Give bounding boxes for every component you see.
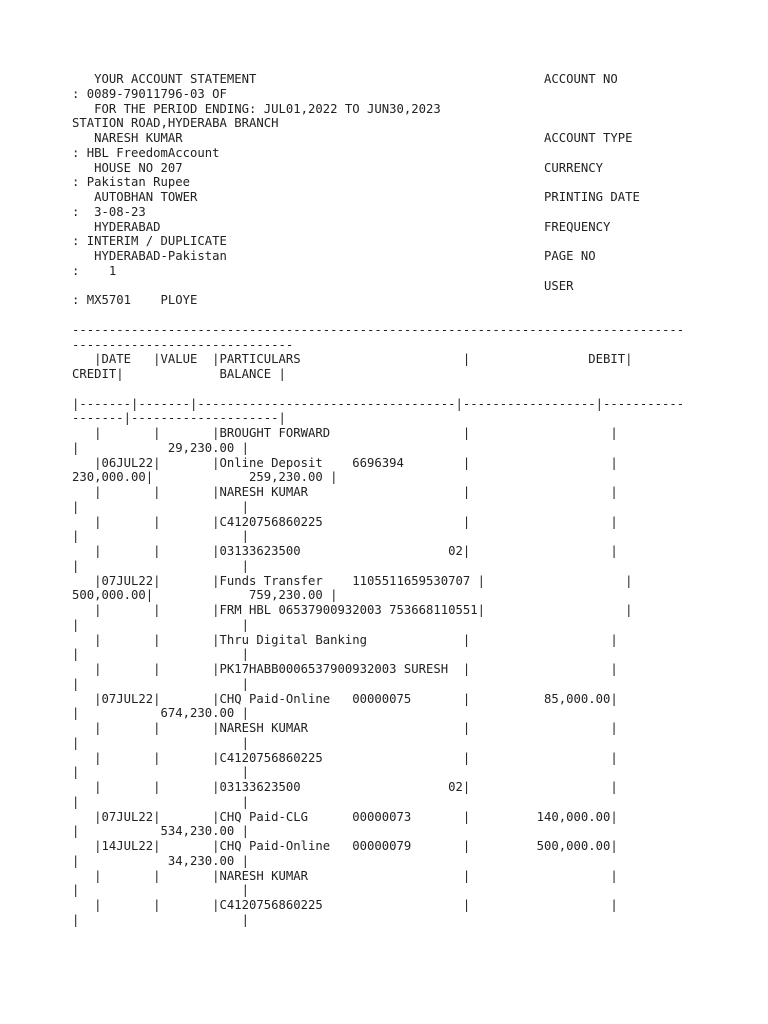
statement-line: : HBL FreedomAccount xyxy=(72,145,220,160)
statement-line: | | xyxy=(72,735,250,750)
statement-line: : 0089-79011796-03 OF xyxy=(72,86,227,101)
statement-line: 500,000.00| 759,230.00 | xyxy=(72,588,338,603)
statement-line: | | |NARESH KUMAR | | xyxy=(72,721,618,735)
statement-line: | | |FRM HBL 06537900932003 753668110551| | xyxy=(72,603,633,617)
statement-line: | | xyxy=(72,558,250,573)
statement-line: | 34,230.00 | xyxy=(72,853,250,868)
statement-line: |DATE |VALUE |PARTICULARS | DEBIT| xyxy=(72,352,633,367)
statement-line: | | |Thru Digital Banking | | xyxy=(72,632,618,647)
statement-line: AUTOBHAN TOWER PRINTING DATE xyxy=(72,190,640,204)
statement-line: YOUR ACCOUNT STATEMENT ACCOUNT NO xyxy=(72,72,618,86)
statement-line: : MX5701 PLOYE xyxy=(72,293,198,308)
statement-line: -------|--------------------| xyxy=(72,411,286,426)
statement-line: | 674,230.00 | xyxy=(72,706,250,721)
statement-line: |-------|-------|-----------------------------------|------------------|----------- xyxy=(72,396,685,411)
statement-line: |07JUL22| |CHQ Paid-CLG 00000073 | 140,000.00| xyxy=(72,809,618,824)
statement-line: FOR THE PERIOD ENDING: JUL01,2022 TO JUN30,2023 xyxy=(72,101,441,116)
statement-line: | | |C4120756860225 | | xyxy=(72,898,618,912)
statement-line: HYDERABAD FREQUENCY xyxy=(72,219,611,234)
statement-line: USER xyxy=(72,278,574,293)
statement-line: | | xyxy=(72,529,250,544)
statement-line: | | xyxy=(72,794,250,809)
statement-line: | | |PK17HABB0006537900932003 SURESH | | xyxy=(72,662,618,676)
statement-line: | | |C4120756860225 | | xyxy=(72,750,618,765)
statement-line: : 3-08-23 xyxy=(72,204,146,219)
statement-line: | 534,230.00 | xyxy=(72,824,250,839)
statement-line: 230,000.00| 259,230.00 | xyxy=(72,470,338,485)
statement-line: ------------------------------ xyxy=(72,337,294,352)
statement-line: | | xyxy=(72,647,250,662)
statement-line: | | xyxy=(72,617,250,632)
statement-line: ----------------------------------------------------------------------------------- xyxy=(72,322,685,337)
statement-line: | | xyxy=(72,676,250,691)
statement-line: | | |BROUGHT FORWARD | | xyxy=(72,426,618,440)
statement-line: : INTERIM / DUPLICATE xyxy=(72,234,227,249)
statement-line: | | |03133623500 02| | xyxy=(72,544,618,558)
statement-line: | | |C4120756860225 | | xyxy=(72,514,618,529)
statement-line xyxy=(72,382,712,397)
statement-line: | | |NARESH KUMAR | | xyxy=(72,485,618,499)
statement-line: STATION ROAD,HYDERABA BRANCH xyxy=(72,116,279,131)
statement-line: |14JUL22| |CHQ Paid-Online 00000079 | 500,000.00| xyxy=(72,839,618,853)
statement-line: | | xyxy=(72,912,250,927)
statement-line: HYDERABAD-Pakistan PAGE NO xyxy=(72,249,596,263)
statement-line: HOUSE NO 207 CURRENCY xyxy=(72,160,604,175)
statement-line: NARESH KUMAR ACCOUNT TYPE xyxy=(72,131,633,145)
statement-line: | | |NARESH KUMAR | | xyxy=(72,868,618,883)
statement-line: | | xyxy=(72,883,250,898)
statement-line: |07JUL22| |CHQ Paid-Online 00000075 | 85,000.00| xyxy=(72,691,618,706)
statement-line: : 1 xyxy=(72,263,117,278)
statement-line xyxy=(72,308,712,323)
statement-line: | 29,230.00 | xyxy=(72,440,250,455)
statement-line: | | |03133623500 02| | xyxy=(72,780,618,794)
account-statement-page xyxy=(72,72,712,928)
statement-line: |06JUL22| |Online Deposit 6696394 | | xyxy=(72,455,618,470)
statement-line: | | xyxy=(72,765,250,780)
statement-line: : Pakistan Rupee xyxy=(72,175,191,190)
statement-line: | | xyxy=(72,499,250,514)
statement-line: |07JUL22| |Funds Transfer 1105511659530707 | | xyxy=(72,573,633,588)
statement-line: CREDIT| BALANCE | xyxy=(72,367,286,381)
